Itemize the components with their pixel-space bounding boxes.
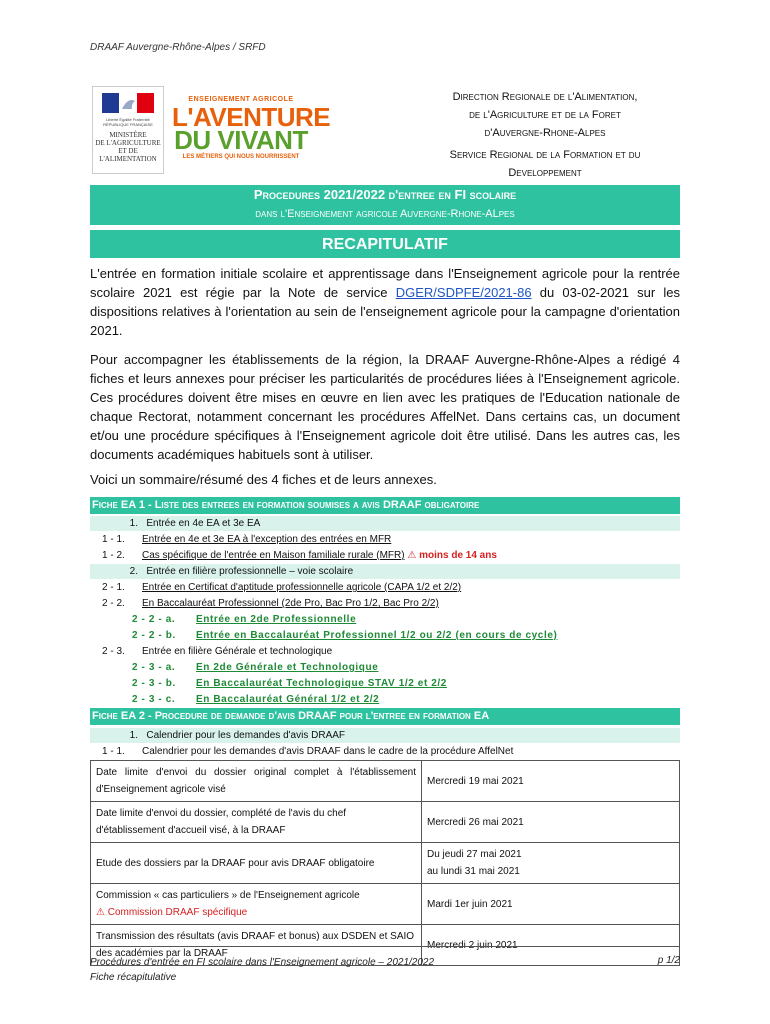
table-cell-date: Mercredi 19 mai 2021 bbox=[422, 761, 680, 802]
toc-label: Entrée en filière Générale et technologique bbox=[142, 646, 333, 657]
toc-link[interactable]: En Baccalauréat Technologique STAV 1/2 et 2/2 bbox=[196, 678, 447, 689]
toc-number: 2. bbox=[129, 566, 138, 577]
toc-link[interactable]: Entrée en 4e et 3e EA à l'exception des entrées en MFR bbox=[142, 534, 392, 545]
ministry-logo bbox=[92, 86, 164, 174]
page-number: p 1/2 bbox=[657, 955, 680, 966]
toc-item[interactable] bbox=[90, 580, 680, 595]
table-cell-step bbox=[91, 884, 422, 925]
toc-item bbox=[90, 728, 680, 743]
table-cell-step: Date limite d'envoi du dossier original complet à l'établissement d'Enseignement agricole visé bbox=[91, 761, 422, 802]
intro-paragraph-2: Pour accompagner les établissements de la région, la DRAAF Auvergne-Rhône-Alpes a rédigé 4 fiches et leurs annexes pour préciser les particularités de procédures liées à l'Enseignement agricole. Ces procédures doivent être mises en œuvre en lien avec les pratiques de l'Education nationale de chaque Rectorat, notamment concernant les procédures AffelNet. Dans certains cas, un document et/ou une procédure spécifiques à l'Enseignement agricole doit être utilisé. Dans les autres cas, les documents académiques habituels sont à utiliser. bbox=[90, 352, 680, 462]
marianne-flag-icon bbox=[102, 93, 154, 113]
intro-text: du 03-02-2021 sur les dispositions relatives à l'orientation au sein de l'enseignement agricole pour la campagne d'orientation 2021. bbox=[90, 285, 680, 338]
table-cell-step: Date limite d'envoi du dossier, complété de l'avis du chef d'établissement d'accueil visé, à la DRAAF bbox=[91, 802, 422, 843]
toc-number: 2 - 3 - c. bbox=[132, 694, 176, 705]
calendar-table bbox=[90, 760, 680, 966]
toc-item[interactable] bbox=[90, 692, 680, 707]
toc-number: 2 - 3 - a. bbox=[132, 662, 176, 673]
logo-top-text: ENSEIGNEMENT AGRICOLE bbox=[188, 96, 294, 103]
toc-label: Entrée en filière professionnelle – voie scolaire bbox=[146, 566, 354, 577]
toc-link[interactable]: Entrée en Baccalauréat Professionnel 1/2 ou 2/2 (en cours de cycle) bbox=[196, 630, 558, 641]
service-name: Service Regional de la Formation et du Developpement bbox=[449, 149, 641, 179]
table-cell-date bbox=[422, 843, 680, 884]
toc-item bbox=[90, 516, 680, 531]
toc-item[interactable] bbox=[90, 548, 680, 563]
table-cell-date: Mardi 1er juin 2021 bbox=[422, 884, 680, 925]
direction-name: Direction Regionale de l'Alimentation, de l'Agriculture et de la Foret d'Auvergne-Rhone-Alpes bbox=[452, 91, 638, 139]
fiche2-title: Fiche EA 2 - Procedure de demande d'avis DRAAF pour l'entree en formation EA bbox=[92, 710, 490, 722]
logo-bottom-text: LES MÉTIERS QUI NOUS NOURRISSENT bbox=[182, 154, 300, 160]
toc-number: 1. bbox=[129, 730, 138, 741]
toc-item bbox=[90, 744, 680, 759]
toc-link[interactable]: En 2de Générale et Technologique bbox=[196, 662, 379, 673]
toc-link[interactable]: En Baccalauréat Professionnel (2de Pro, Bac Pro 1/2, Bac Pro 2/2) bbox=[142, 598, 439, 609]
toc-number: 2 - 2 - b. bbox=[132, 630, 176, 641]
toc-item[interactable] bbox=[90, 612, 680, 627]
intro-text: L'entrée en formation initiale scolaire et apprentissage dans l'Enseignement agricole pour la rentrée scolaire 2021 est régie par la Note de service bbox=[90, 266, 680, 300]
table-cell-step: Etude des dossiers par la DRAAF pour avis DRAAF obligatoire bbox=[91, 843, 422, 884]
rf-motto: Liberté Égalité Fraternité RÉPUBLIQUE FRANÇAISE bbox=[103, 117, 153, 127]
footer-text: Procédures d'entrée en FI scolaire dans l'Enseignement agricole – 2021/2022 Fiche récapitulative bbox=[90, 957, 435, 983]
toc-link[interactable]: En Baccalauréat Général 1/2 et 2/2 bbox=[196, 694, 380, 705]
step-label: Commission « cas particuliers » de l'Enseignement agricole bbox=[96, 890, 360, 901]
toc-number: 1 - 1. bbox=[102, 534, 125, 545]
toc-number: 2 - 2 - a. bbox=[132, 614, 176, 625]
toc-number: 1 - 2. bbox=[102, 550, 125, 561]
ministry-name: MINISTÈRE DE L'AGRICULTURE ET DE L'ALIMENTATION bbox=[95, 131, 161, 163]
toc-item[interactable] bbox=[90, 628, 680, 643]
toc-label: Calendrier pour les demandes d'avis DRAAF dans le cadre de la procédure AffelNet bbox=[142, 746, 514, 757]
table-row bbox=[91, 843, 680, 884]
toc-item[interactable] bbox=[90, 532, 680, 547]
toc-label: Calendrier pour les demandes d'avis DRAAF bbox=[146, 730, 346, 741]
document-subtitle: dans l'Enseignement agricole Auvergne-Rhone-ALpes bbox=[255, 208, 515, 220]
intro-paragraph-3: Voici un sommaire/résumé des 4 fiches et de leurs annexes. bbox=[90, 472, 437, 487]
fiche1-title: Fiche EA 1 - Liste des entrees en formation soumises a avis DRAAF obligatoire bbox=[92, 499, 480, 511]
toc-item[interactable] bbox=[90, 596, 680, 611]
toc-item bbox=[90, 644, 680, 659]
toc-number: 2 - 1. bbox=[102, 582, 125, 593]
footer-divider bbox=[90, 946, 680, 947]
running-head: DRAAF Auvergne-Rhône-Alpes / SRFD bbox=[90, 42, 266, 53]
table-cell-date: Mercredi 26 mai 2021 bbox=[422, 802, 680, 843]
toc-number: 2 - 2. bbox=[102, 598, 125, 609]
warning-label: ⚠ moins de 14 ans bbox=[407, 550, 497, 561]
recap-heading: RECAPITULATIF bbox=[322, 236, 448, 253]
toc-item[interactable] bbox=[90, 660, 680, 675]
table-cell-step: Transmission des résultats (avis DRAAF et bonus) aux DSDEN et SAIO des académies par la DRAAF bbox=[91, 925, 422, 966]
date-start: Du jeudi 27 mai 2021 bbox=[427, 849, 522, 860]
toc-number: 2 - 3 - b. bbox=[132, 678, 176, 689]
table-row bbox=[91, 761, 680, 802]
toc-number: 1 - 1. bbox=[102, 746, 125, 757]
document-title: Procedures 2021/2022 d'entree en FI scolaire bbox=[253, 187, 517, 202]
logo-line1: L'AVENTURE bbox=[172, 102, 331, 132]
intro-paragraph-1 bbox=[90, 264, 680, 340]
toc-link[interactable]: Entrée en 2de Professionnelle bbox=[196, 614, 357, 625]
aventure-du-vivant-logo bbox=[172, 96, 331, 162]
table-row bbox=[91, 802, 680, 843]
toc-link[interactable]: Cas spécifique de l'entrée en Maison familiale rurale (MFR) bbox=[142, 550, 405, 561]
note-de-service-link[interactable]: DGER/SDPFE/2021-86 bbox=[395, 285, 532, 300]
table-row bbox=[91, 884, 680, 925]
date-end: au lundi 31 mai 2021 bbox=[427, 866, 520, 877]
toc-item bbox=[90, 564, 680, 579]
table-cell-date: Mercredi 2 juin 2021 bbox=[422, 925, 680, 966]
warning-label: ⚠ Commission DRAAF spécifique bbox=[96, 907, 248, 918]
toc-label: Entrée en 4e EA et 3e EA bbox=[146, 518, 261, 529]
toc-number: 2 - 3. bbox=[102, 646, 125, 657]
logo-line2: DU VIVANT bbox=[174, 125, 308, 155]
toc-item[interactable] bbox=[90, 676, 680, 691]
toc-link[interactable]: Entrée en Certificat d'aptitude professionnelle agricole (CAPA 1/2 et 2/2) bbox=[142, 582, 462, 593]
toc-number: 1. bbox=[129, 518, 138, 529]
